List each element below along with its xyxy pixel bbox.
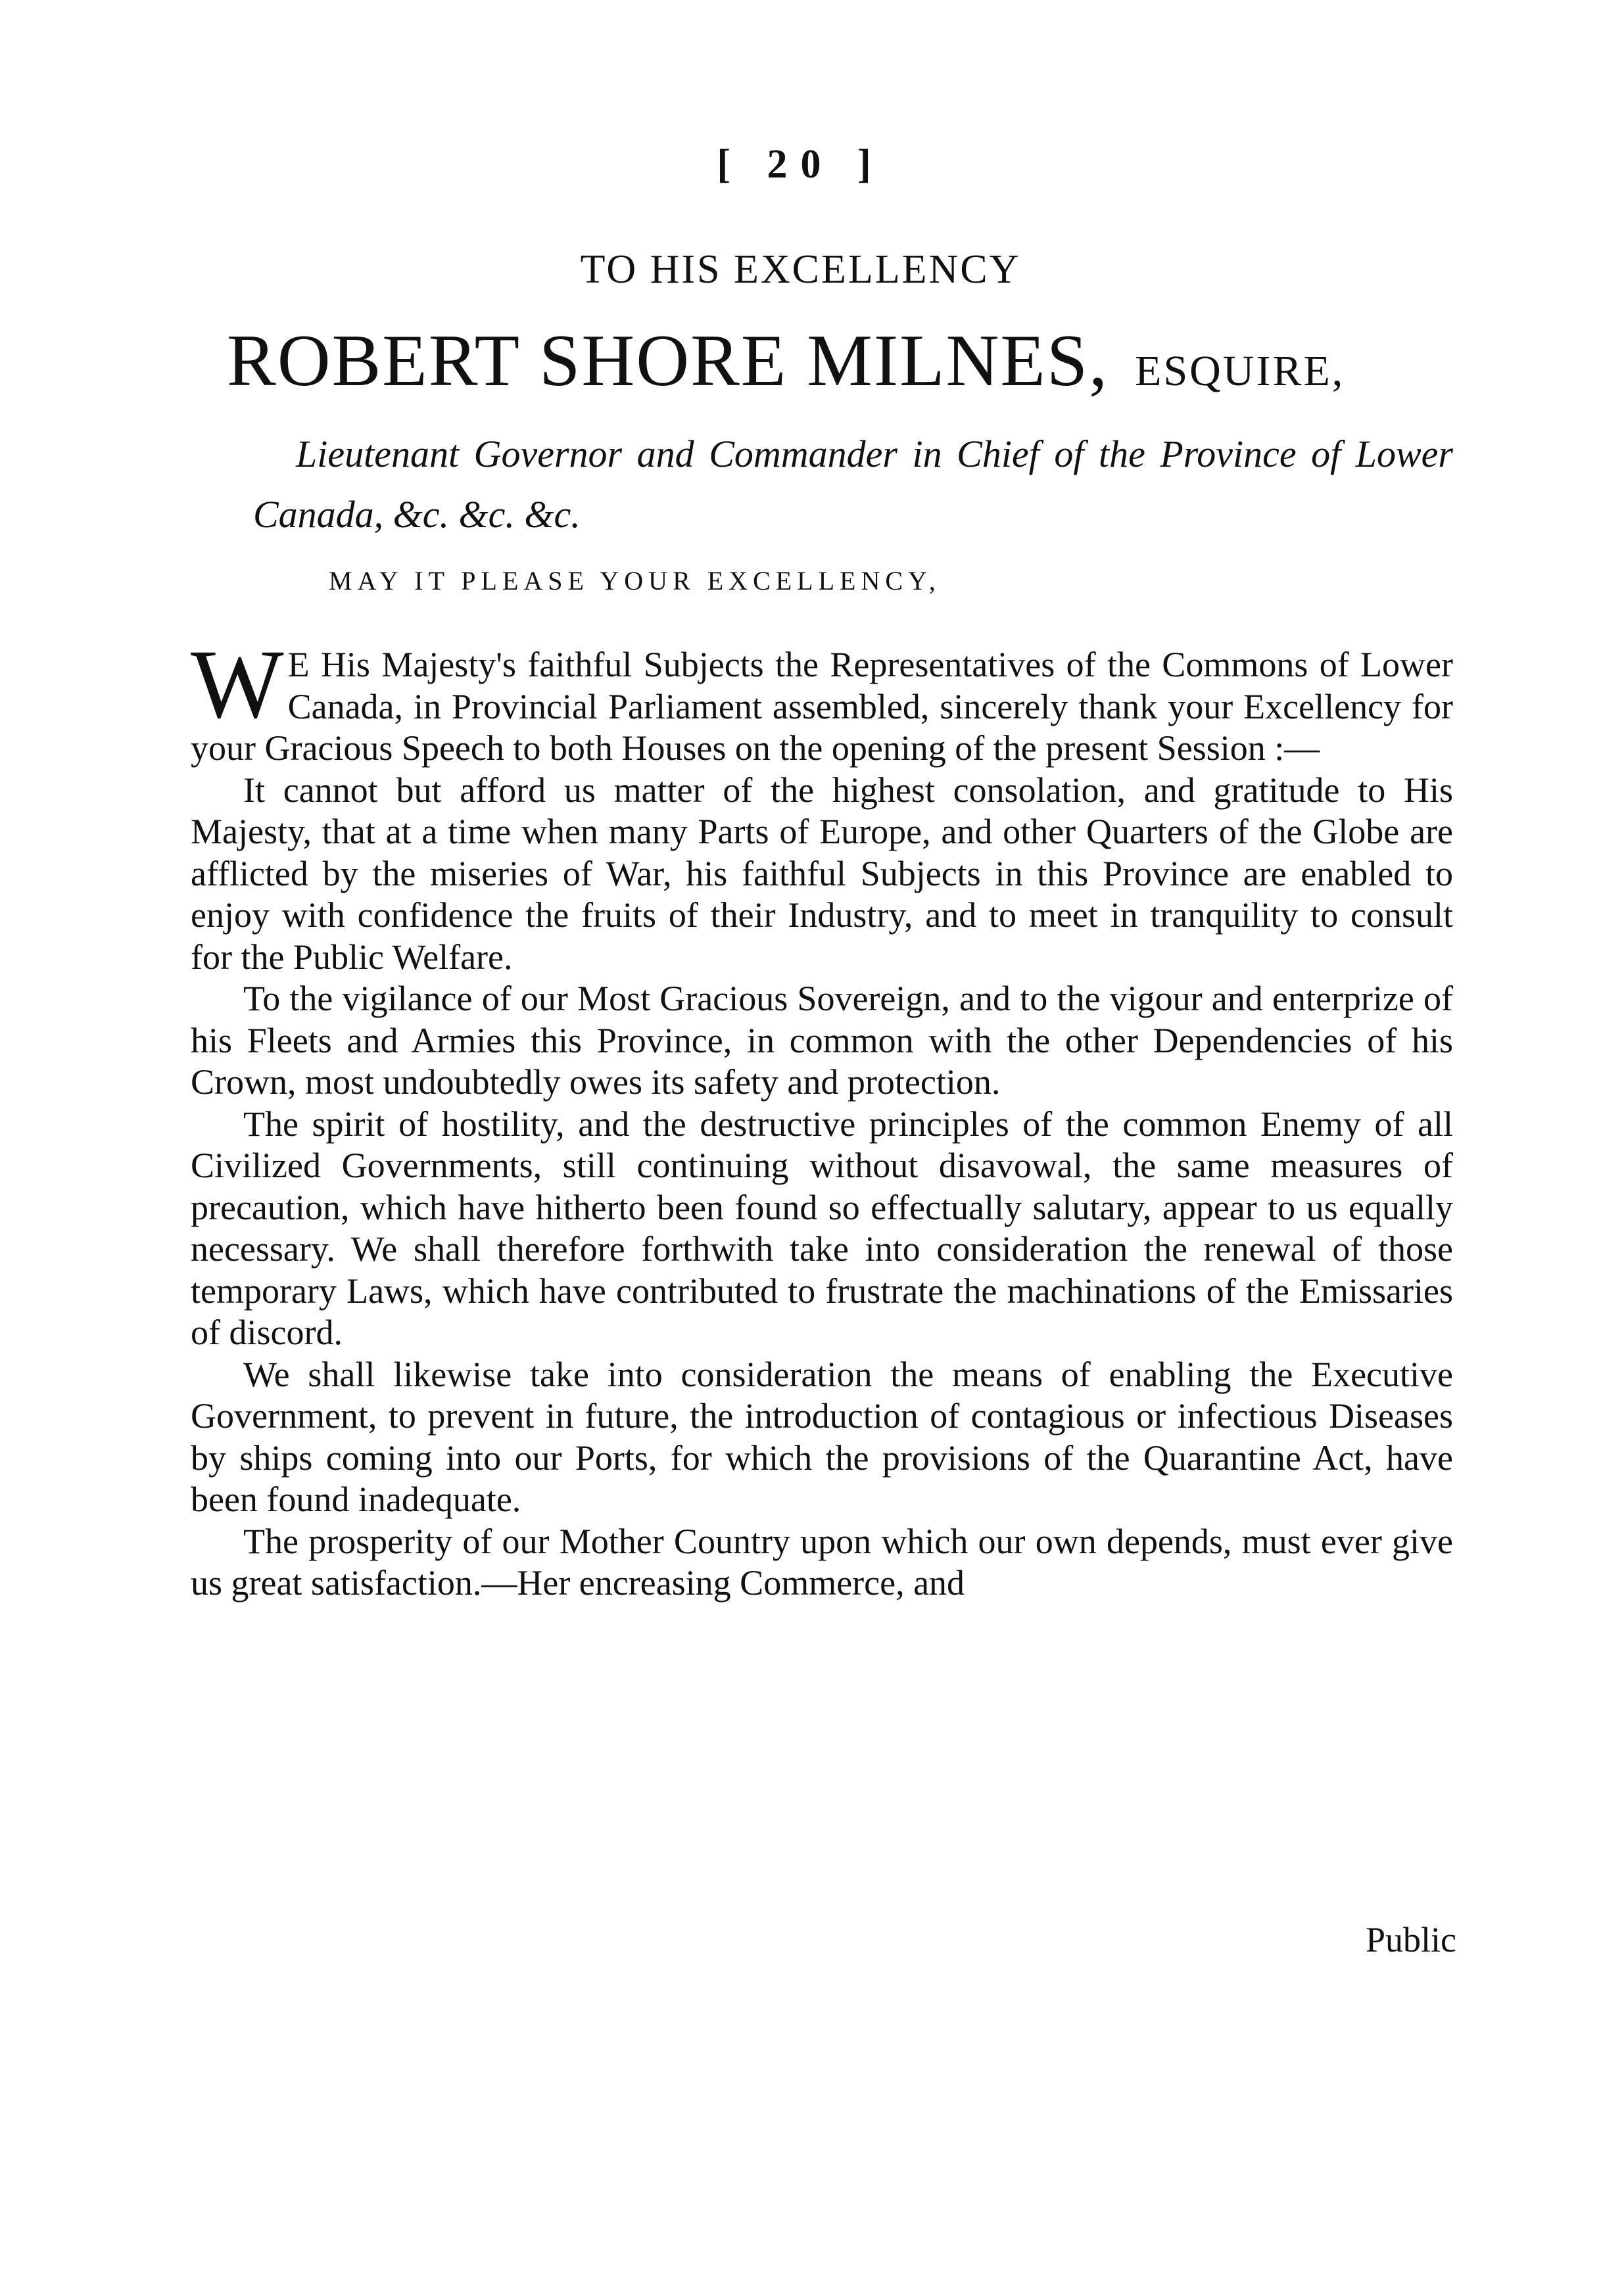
paragraph-1 bbox=[191, 630, 1453, 770]
heading-to: TO HIS EXCELLENCY bbox=[580, 247, 1021, 292]
paragraph-text: E His Majesty's faithful Subjects the Representatives of the Commons of Lower Canada, in Provincial Parliament assembled, sincerely thank your Excellency for your Gracious Speech to both Houses on the opening of the present Session :— bbox=[191, 645, 1453, 768]
catchword: Public bbox=[1365, 1920, 1456, 1959]
drop-cap: W bbox=[191, 630, 284, 739]
paragraph-3: To the vigilance of our Most Gracious Sovereign, and to the vigour and enterprize of his Fleets and Armies this Province, in common with the other Dependencies of his Crown, most undoubtedly owes its safety and protection. bbox=[191, 979, 1453, 1102]
paragraph-4: The spirit of hostility, and the destructive principles of the common Enemy of all Civilized Governments, still continuing without disavowal, the same measures of precaution, which have hitherto been found so effectually salutary, appear to us equally necessary. We shall therefore forthwith take into consideration the renewal of those temporary Laws, which have contributed to frustrate the machinations of the Emissaries of discord. bbox=[191, 1104, 1453, 1352]
address-body bbox=[191, 630, 1453, 1605]
salutation: MAY IT PLEASE YOUR EXCELLENCY, bbox=[329, 566, 941, 596]
paragraph-2: It cannot but afford us matter of the highest consolation, and gratitude to His Majesty, that at a time when many Parts of Europe, and other Quarters of the Globe are afflicted by the miseries of War, his faithful Subjects in this Province are enabled to enjoy with confidence the fruits of their Industry, and to meet in tranquility to consult for the Public Welfare. bbox=[191, 770, 1453, 977]
paragraph-5: We shall likewise take into consideration the means of enabling the Executive Government, to prevent in future, the introduction of contagious or infectious Diseases by ships coming into our Ports, for which the provisions of the Quarantine Act, have been found inadequate. bbox=[191, 1354, 1453, 1519]
paragraph-6: The prosperity of our Mother Country upon which our own depends, must ever give us great satisfaction.—Her encreasing Commerce, and bbox=[191, 1521, 1453, 1603]
addressee-office: Lieutenant Governor and Commander in Chief of the Province of Lower Canada, &c. &c. &c. bbox=[253, 433, 1453, 536]
addressee-line bbox=[227, 319, 1456, 404]
page-number: [ 20 ] bbox=[717, 142, 884, 187]
addressee-name: ROBERT SHORE MILNES, bbox=[227, 320, 1109, 402]
addressee-suffix: ESQUIRE, bbox=[1135, 347, 1345, 395]
